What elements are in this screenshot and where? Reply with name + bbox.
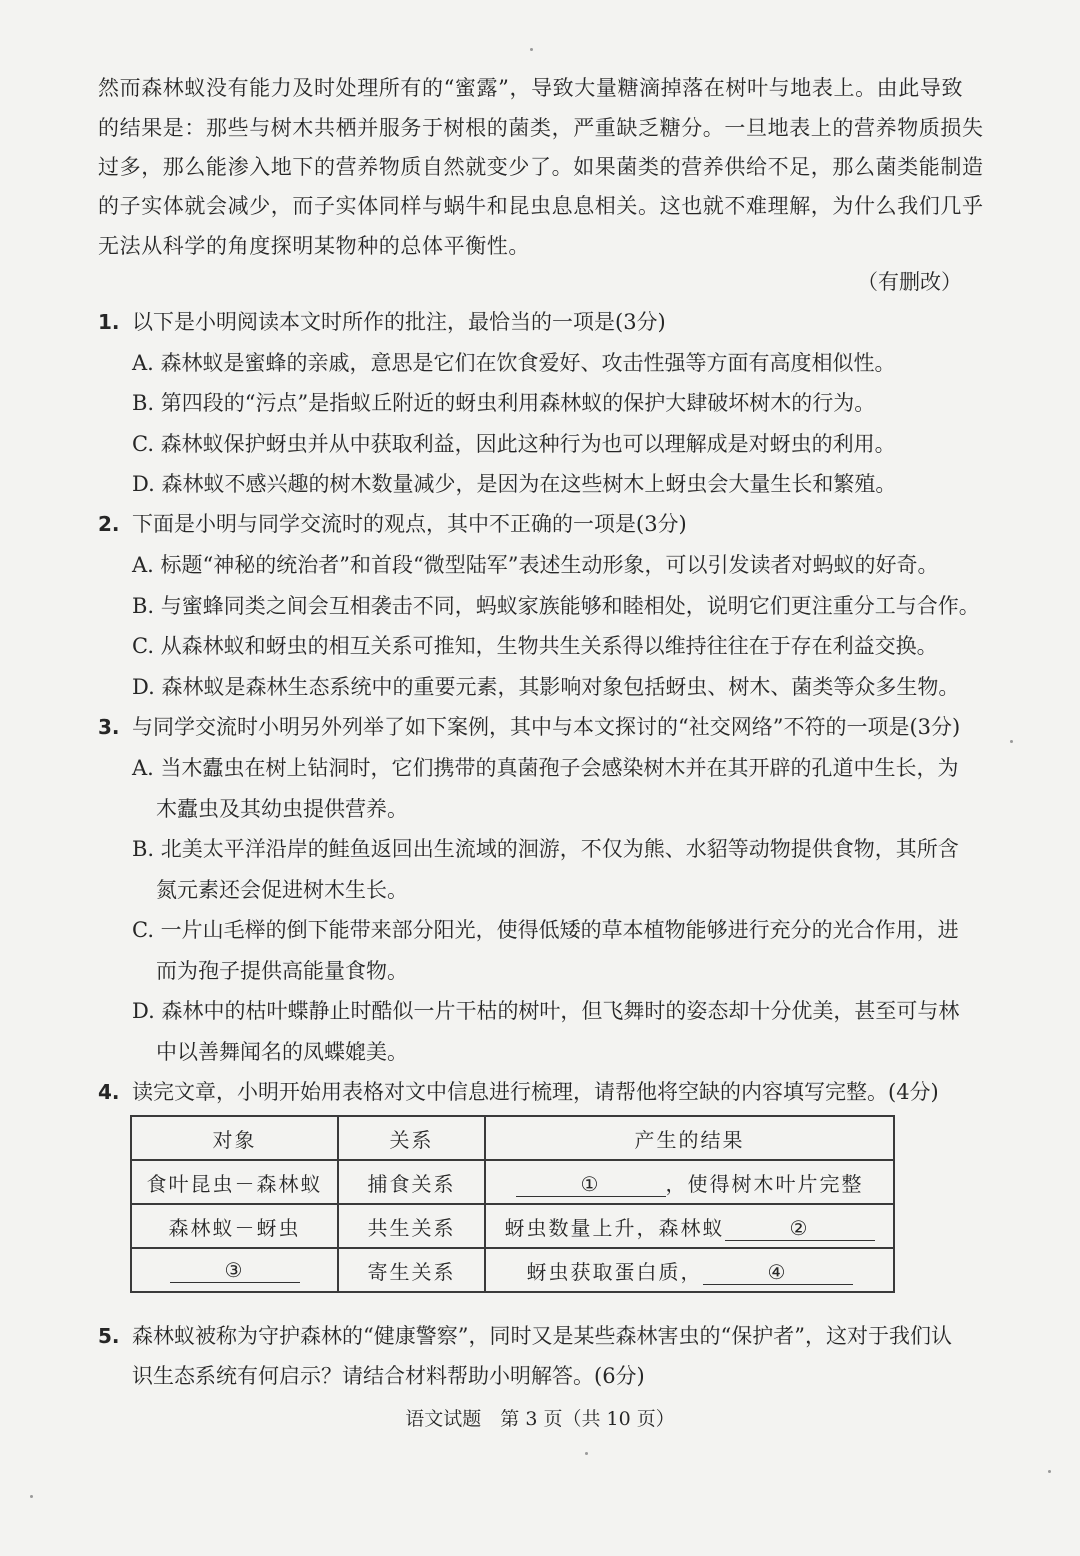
question-3-option-c: C. 一片山毛榉的倒下能带来部分阳光，使得低矮的草本植物能够进行充分的光合作用，进 [132,918,959,942]
table-cell-result [485,1160,894,1204]
table-cell-relation: 共生关系 [338,1204,485,1248]
result-text: ，使得树木叶片完整 [665,1171,864,1196]
table-header-row [131,1116,894,1160]
info-table [130,1115,895,1293]
question-1-option-d: D. 森林蚁不感兴趣的树木数量减少，是因为在这些树木上蚜虫会大量生长和繁殖。 [132,472,897,496]
question-3-option-d: D. 森林中的枯叶蝶静止时酷似一片干枯的树叶，但飞舞时的姿态却十分优美，甚至可与林 [132,999,960,1023]
question-3-option-a: A. 当木蠹虫在树上钻洞时，它们携带的真菌孢子会感染树木并在其开辟的孔道中生长，为 [132,756,959,780]
question-1-option-b: B. 第四段的“污点”是指蚁丘附近的蚜虫利用森林蚁的保护大肆破坏树木的行为。 [132,391,876,415]
question-3-option-b-cont: 氮元素还会促进树木生长。 [156,878,408,902]
table-cell-relation: 捕食关系 [338,1160,485,1204]
passage-line: 的结果是：那些与树木共栖并服务于树根的菌类，严重缺乏糖分。一旦地表上的营养物质损失 [98,116,984,140]
source-note: （有删改） [857,270,962,294]
answer-blank-1[interactable]: ① [516,1172,666,1197]
question-4-number: 4. [98,1080,120,1104]
question-3-number: 3. [98,715,120,739]
answer-blank-3[interactable]: ③ [170,1258,300,1283]
passage-line: 无法从科学的角度探明某物种的总体平衡性。 [98,234,530,258]
question-3-option-c-cont: 而为孢子提供高能量食物。 [156,959,408,983]
passage-line: 的子实体就会减少，而子实体同样与蜗牛和昆虫息息相关。这也就不难理解，为什么我们几乎 [98,194,984,218]
scan-speck [530,48,533,51]
scan-speck [30,1495,33,1498]
table-cell-object [131,1248,338,1292]
scan-speck [585,1452,588,1455]
page-footer: 语文试题 第 3 页（共 10 页） [405,1408,675,1430]
table-cell-result [485,1248,894,1292]
question-2-option-a: A. 标题“神秘的统治者”和首段“微型陆军”表述生动形象，可以引发读者对蚂蚁的好奇。 [132,553,939,577]
question-3-option-b: B. 北美太平洋沿岸的鲑鱼返回出生流域的洄游，不仅为熊、水貂等动物提供食物，其所含 [132,837,959,861]
table-cell-object: 森林蚁－蚜虫 [131,1204,338,1248]
question-1-stem: 以下是小明阅读本文时所作的批注，最恰当的一项是(3分) [132,310,666,334]
question-1-option-a: A. 森林蚁是蜜蜂的亲戚，意思是它们在饮食爱好、攻击性强等方面有高度相似性。 [132,351,896,375]
table-header-relation: 关系 [338,1116,485,1160]
table-cell-relation: 寄生关系 [338,1248,485,1292]
table-header-result: 产生的结果 [485,1116,894,1160]
question-5-stem-line: 森林蚁被称为守护森林的“健康警察”，同时又是某些森林害虫的“保护者”，这对于我们认 [132,1324,952,1348]
question-1-option-c: C. 森林蚁保护蚜虫并从中获取利益，因此这种行为也可以理解成是对蚜虫的利用。 [132,432,896,456]
scan-speck [1010,740,1013,743]
question-3-stem: 与同学交流时小明另外列举了如下案例，其中与本文探讨的“社交网络”不符的一项是(3分) [132,715,961,739]
table-cell-result [485,1204,894,1248]
question-5-number: 5. [98,1324,120,1348]
question-2-option-d: D. 森林蚁是森林生态系统中的重要元素，其影响对象包括蚜虫、树木、菌类等众多生物。 [132,675,960,699]
question-3-option-d-cont: 中以善舞闻名的凤蝶媲美。 [156,1040,408,1064]
answer-blank-4[interactable]: ④ [703,1260,853,1285]
table-row [131,1248,894,1292]
question-2-number: 2. [98,512,120,536]
result-text: 蚜虫数量上升，森林蚁 [504,1215,725,1240]
table-header-object: 对象 [131,1116,338,1160]
passage-line: 然而森林蚁没有能力及时处理所有的“蜜露”，导致大量糖滴掉落在树叶与地表上。由此导致 [98,76,964,100]
question-2-option-b: B. 与蜜蜂同类之间会互相袭击不同，蚂蚁家族能够和睦相处，说明它们更注重分工与合作。 [132,594,980,618]
answer-blank-2[interactable]: ② [725,1216,875,1241]
result-text: 蚜虫获取蛋白质， [526,1259,703,1284]
question-4-stem: 读完文章，小明开始用表格对文中信息进行梳理，请帮他将空缺的内容填写完整。(4分) [132,1080,939,1104]
table-row [131,1204,894,1248]
table-cell-object: 食叶昆虫－森林蚁 [131,1160,338,1204]
question-3-option-a-cont: 木蠹虫及其幼虫提供营养。 [156,797,408,821]
question-2-option-c: C. 从森林蚁和蚜虫的相互关系可推知，生物共生关系得以维持往往在于存在利益交换。 [132,634,938,658]
question-5-stem-line: 识生态系统有何启示？请结合材料帮助小明解答。(6分) [132,1364,645,1388]
question-2-stem: 下面是小明与同学交流时的观点，其中不正确的一项是(3分) [132,512,687,536]
scan-speck [1048,1470,1051,1473]
passage-line: 过多，那么能渗入地下的营养物质自然就变少了。如果菌类的营养供给不足，那么菌类能制造 [98,155,984,179]
table-row [131,1160,894,1204]
question-1-number: 1. [98,310,120,334]
